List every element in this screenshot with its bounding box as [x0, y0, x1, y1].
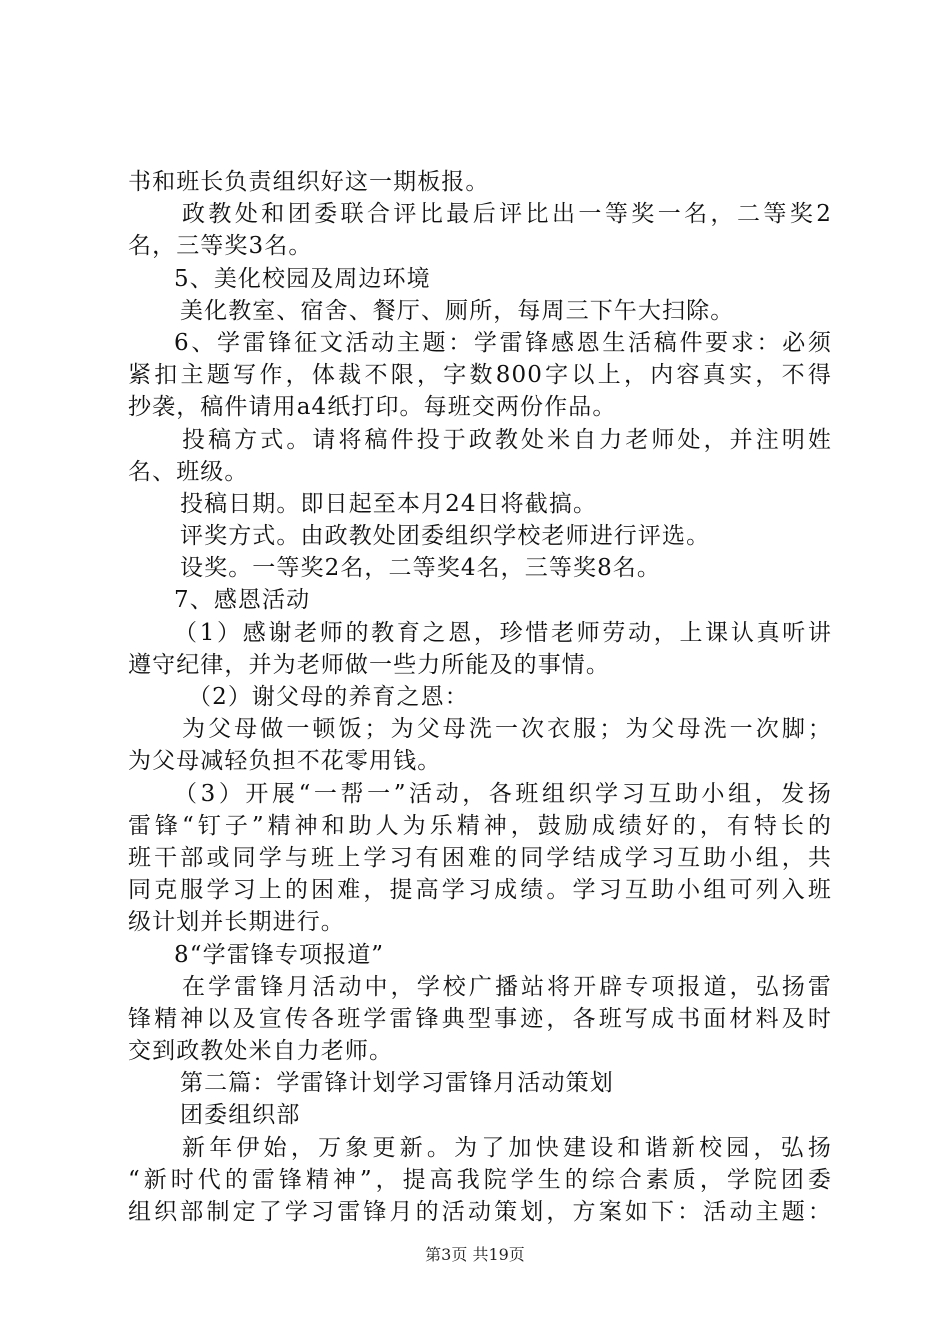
text-line: 交到政教处米自力老师。: [128, 1038, 394, 1065]
text-line: 6、学雷锋征文活动主题：学雷锋感恩生活稿件要求：必须: [174, 329, 832, 356]
text-line: 名，三等奖3名。: [128, 233, 313, 260]
text-line: 雷锋“钉子”精神和助人为乐精神，鼓励成绩好的，有特长的: [128, 812, 832, 839]
text-line: 评奖方式。由政教处团委组织学校老师进行评选。: [180, 523, 711, 550]
text-line: 美化教室、宿舍、餐厅、厕所，每周三下午大扫除。: [180, 297, 735, 324]
page-number-footer: 第3页 共19页: [425, 1245, 525, 1264]
text-line: “新时代的雷锋精神”，提高我院学生的综合素质，学院团委: [128, 1166, 832, 1193]
text-line: （2）谢父母的养育之恩：: [188, 684, 469, 710]
text-line: 书和班长负责组织好这一期板报。: [128, 169, 490, 195]
text-line: 第二篇：学雷锋计划学习雷锋月活动策划: [180, 1070, 614, 1097]
text-line: 设奖。一等奖2名，二等奖4名，三等奖8名。: [180, 555, 661, 582]
text-line: 紧扣主题写作，体裁不限，字数800字以上，内容真实，不得: [128, 362, 832, 389]
text-line: 抄袭，稿件请用a4纸打印。每班交两份作品。: [128, 394, 617, 421]
text-line: 遵守纪律，并为老师做一些力所能及的事情。: [128, 651, 610, 678]
text-line: 班干部或同学与班上学习有困难的同学结成学习互助小组，共: [128, 844, 832, 871]
text-line: （3）开展“一帮一”活动，各班组织学习互助小组，发扬: [174, 780, 832, 807]
text-line: 级计划并长期进行。: [128, 909, 345, 936]
text-line: 政教处和团委联合评比最后评比出一等奖一名，二等奖2: [182, 201, 832, 228]
text-line: 投稿方式。请将稿件投于政教处米自力老师处，并注明姓: [182, 426, 832, 453]
text-line: 7、感恩活动: [174, 587, 311, 614]
text-line: 锋精神以及宣传各班学雷锋典型事迹，各班写成书面材料及时: [128, 1005, 832, 1032]
text-line: 组织部制定了学习雷锋月的活动策划，方案如下：活动主题：: [128, 1199, 832, 1225]
text-line: 团委组织部: [180, 1102, 301, 1129]
text-line: （1）感谢老师的教育之恩，珍惜老师劳动，上课认真听讲: [174, 619, 832, 646]
text-line: 投稿日期。即日起至本月24日将截搞。: [180, 490, 598, 517]
text-line: 同克服学习上的困难，提高学习成绩。学习互助小组可列入班: [128, 877, 832, 904]
text-line: 名、班级。: [128, 458, 249, 485]
text-line: 新年伊始，万象更新。为了加快建设和谐新校园，弘扬: [182, 1134, 832, 1161]
text-line: 5、美化校园及周边环境: [174, 265, 431, 292]
text-line: 在学雷锋月活动中，学校广播站将开辟专项报道，弘扬雷: [182, 973, 832, 1000]
text-line: 为父母做一顿饭；为父母洗一次衣服；为父母洗一次脚；: [182, 716, 832, 743]
document-body: [128, 166, 832, 1228]
text-line: 为父母减轻负担不花零用钱。: [128, 748, 442, 775]
text-line: 8“学雷锋专项报道”: [174, 941, 385, 968]
